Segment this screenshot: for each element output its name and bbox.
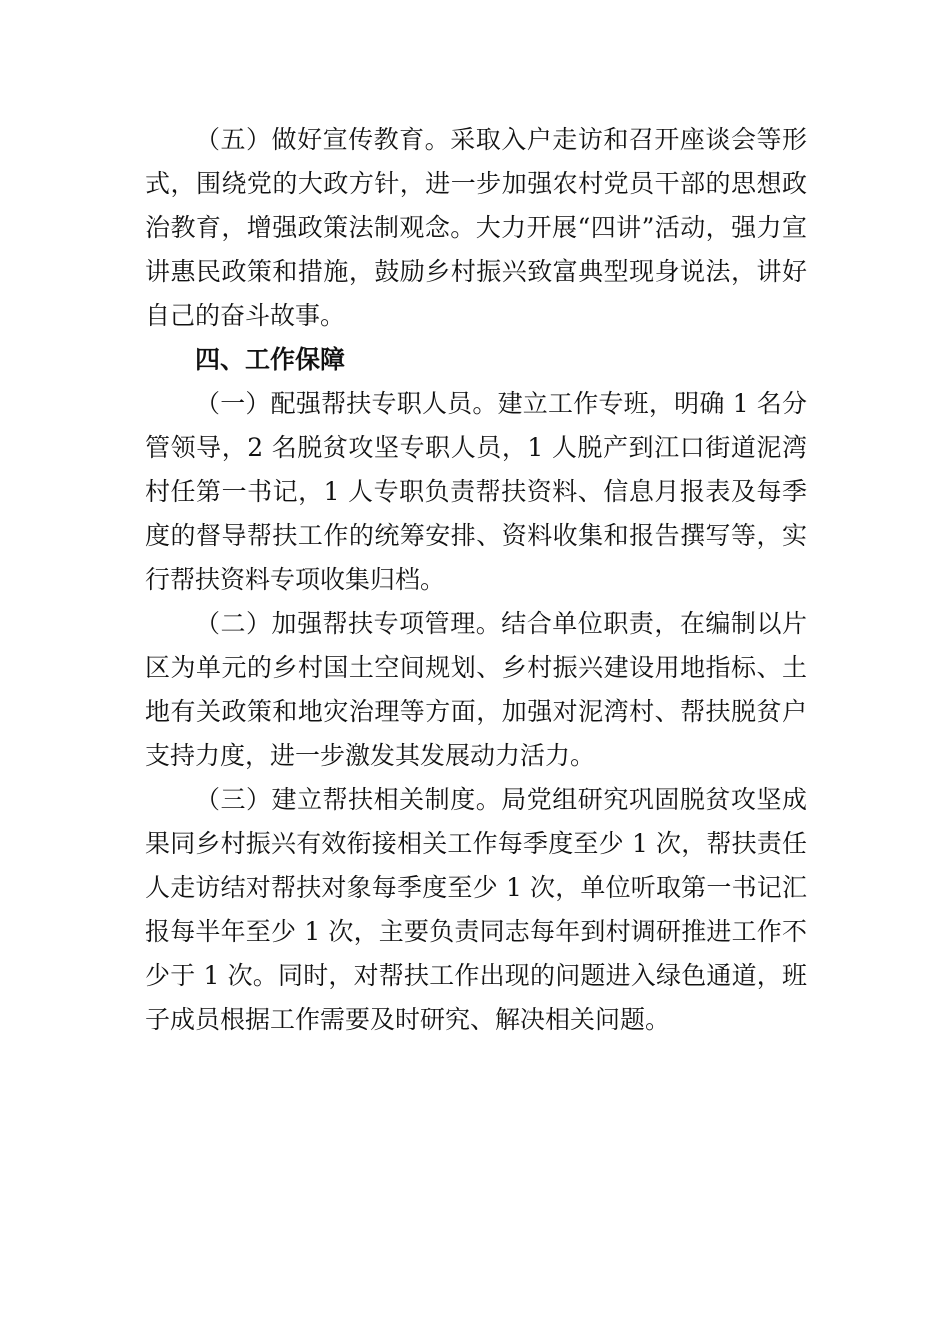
paragraph-item-1 — [145, 382, 807, 602]
section-5-body: 采取入户走访和召开座谈会等形式，围绕党的大政方针，进一步加强农村党员干部的思想政治教育，增强政策法制观念。大力开展“四讲”活动，强力宣讲惠民政策和措施，鼓励乡村振兴致富典型现身说法，讲好自己的奋斗故事。 — [145, 125, 807, 330]
item-1-lead: （一）配强帮扶专职人员。 — [195, 389, 498, 418]
section-5-lead: （五）做好宣传教育。 — [195, 125, 451, 154]
paragraph-item-2 — [145, 602, 807, 778]
paragraph-section-5 — [145, 118, 807, 338]
paragraph-item-3 — [145, 778, 807, 1042]
document-body — [145, 118, 807, 1042]
item-2-body: 结合单位职责，在编制以片区为单元的乡村国土空间规划、乡村振兴建设用地指标、土地有关政策和地灾治理等方面，加强对泥湾村、帮扶脱贫户支持力度，进一步激发其发展动力活力。 — [145, 609, 807, 770]
heading-work-guarantee: 四、工作保障 — [195, 345, 346, 374]
item-3-body: 局党组研究巩固脱贫攻坚成果同乡村振兴有效衔接相关工作每季度至少 1 次，帮扶责任人走访结对帮扶对象每季度至少 1 次，单位听取第一书记汇报每半年至少 1 次，主要负责同志每年到村调研推进工作不少于 1 次。同时，对帮扶工作出现的问题进入绿色通道，班子成员根据工作需要及时研究、解决相关问题。 — [145, 785, 807, 1034]
item-2-lead: （二）加强帮扶专项管理。 — [195, 609, 502, 638]
item-3-lead: （三）建立帮扶相关制度。 — [195, 785, 502, 814]
item-1-body: 建立工作专班，明确 1 名分管领导，2 名脱贫攻坚专职人员，1 人脱产到江口街道泥湾村任第一书记，1 人专职负责帮扶资料、信息月报表及每季度的督导帮扶工作的统筹安排、资料收集和报告撰写等，实行帮扶资料专项收集归档。 — [145, 389, 807, 594]
